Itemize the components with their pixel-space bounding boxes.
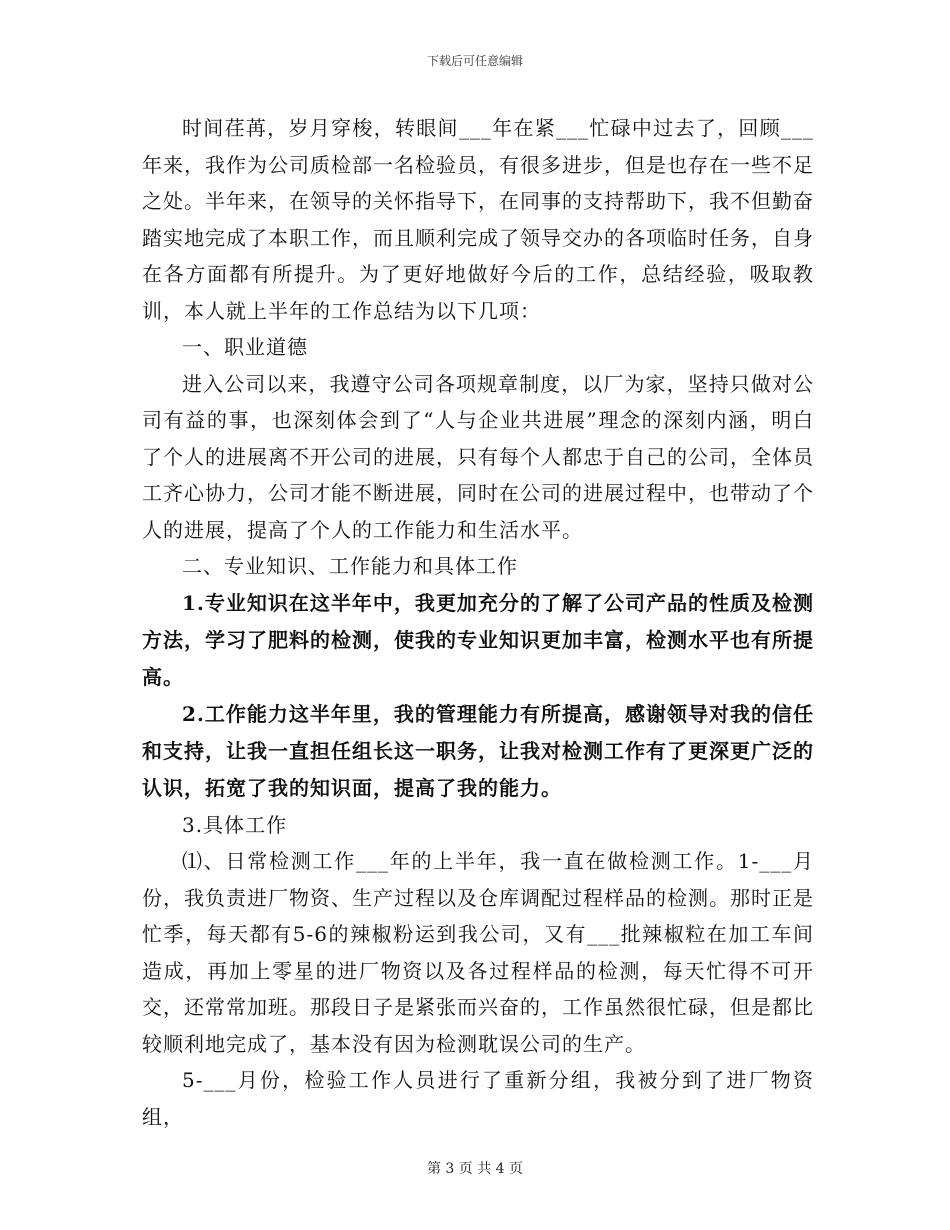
- section-heading-specific-work: 3.具体工作: [182, 812, 288, 837]
- document-body: [142, 110, 814, 1135]
- page-number-footer: 第 3 页 共 4 页: [426, 1161, 524, 1177]
- section-heading-knowledge-ability: 二、专业知识、工作能力和具体工作: [182, 554, 518, 578]
- knowledge-paragraph: 1.专业知识在这半年中，我更加充分的了解了公司产品的性质及检测方法，学习了肥料的检测，使我的专业知识更加丰富，检测水平也有所提高。: [142, 590, 814, 689]
- regrouping-paragraph: 5-___月份，检验工作人员进行了重新分组，我被分到了进厂物资组，: [142, 1068, 814, 1129]
- ability-paragraph: 2.工作能力这半年里，我的管理能力有所提高，感谢领导对我的信任和支持，让我一直担任组长这一职务，让我对检测工作有了更深更广泛的认识，拓宽了我的知识面，提高了我的能力。: [142, 701, 814, 800]
- daily-testing-paragraph: ⑴、日常检测工作___年的上半年，我一直在做检测工作。1-___月份，我负责进厂物资、生产过程以及仓库调配过程样品的检测。那时正是忙季，每天都有5-6的辣椒粉运到我公司，又有___批辣椒粒在加工车间造成，再加上零星的进厂物资以及各过程样品的检测，每天忙得不可开交，还常常加班。那段日子是紧张而兴奋的，工作虽然很忙碌，但是都比较顺利地完成了，基本没有因为检测耽误公司的生产。: [142, 849, 814, 1056]
- professional-ethics-paragraph: 进入公司以来，我遵守公司各项规章制度，以厂为家，坚持只做对公司有益的事，也深刻体会到了“人与企业共进展”理念的深刻内涵，明白了个人的进展离不开公司的进展，只有每个人都忠于自己的公司，全体员工齐心协力，公司才能不断进展，同时在公司的进展过程中，也带动了个人的进展，提高了个人的工作能力和生活水平。: [142, 371, 814, 542]
- section-heading-professional-ethics: 一、职业道德: [182, 335, 308, 359]
- page-header-note: 下载后可任意编辑: [426, 54, 523, 68]
- intro-paragraph: 时间荏苒，岁月穿梭，转眼间___年在紧___忙碌中过去了，回顾___年来，我作为公司质检部一名检验员，有很多进步，但是也存在一些不足之处。半年来，在领导的关怀指导下，在同事的支持帮助下，我不但勤奋踏实地完成了本职工作，而且顺利完成了领导交办的各项临时任务，自身在各方面都有所提升。为了更好地做好今后的工作，总结经验，吸取教训，本人就上半年的工作总结为以下几项：: [142, 116, 814, 323]
